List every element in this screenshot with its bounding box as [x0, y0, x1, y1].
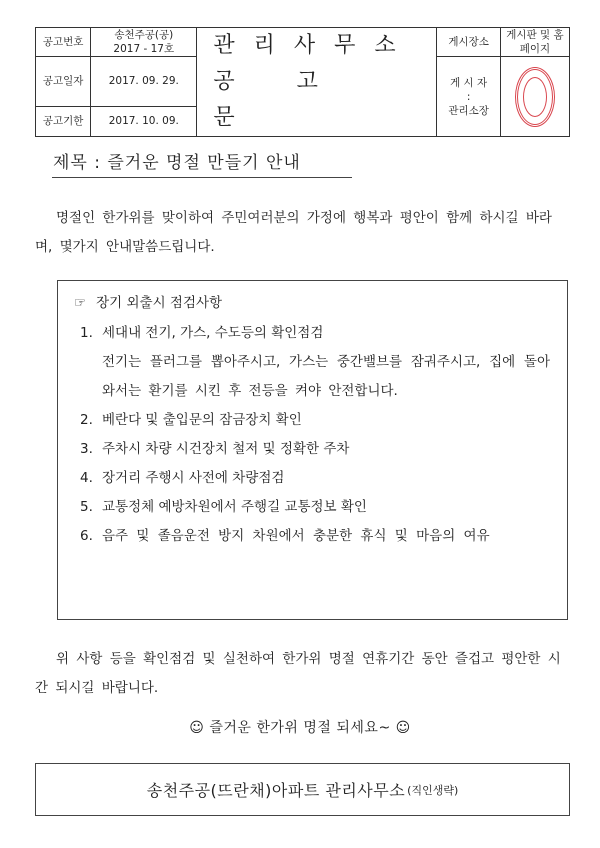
list-item: 2. 베란다 및 출입문의 잠금장치 확인 — [80, 412, 302, 428]
list-item: 5. 교통정체 예방차원에서 주행길 교통정보 확인 — [80, 499, 367, 515]
intro-paragraph: 명절인 한가위를 맞이하여 주민여러분의 가정에 행복과 평안이 함께 하시길 바라며, 몇가지 안내말씀드립니다. — [35, 210, 552, 255]
notice-date-label: 공고일자 — [36, 57, 91, 107]
checklist-heading-text: 장기 외출시 점검사항 — [96, 295, 223, 311]
seal-cell — [500, 57, 569, 137]
cheer-message: ☺ 즐거운 한가위 명절 되세요~ ☺ — [189, 720, 411, 736]
notice-date-value: 2017. 09. 29. — [91, 57, 197, 107]
checklist-items — [80, 319, 550, 551]
post-place-value: 게시판 및 홈페이지 — [500, 28, 569, 57]
issuer-name: 송천주공(뜨란채)아파트 관리사무소 — [146, 781, 406, 800]
notice-title-line2: 공고문 — [213, 69, 380, 130]
footer-box — [35, 763, 570, 816]
notice-no-value: 송천주공(공) 2017 - 17호 — [91, 28, 197, 57]
notice-no-label: 공고번호 — [36, 28, 91, 57]
list-item: 1. 세대내 전기, 가스, 수도등의 확인점검 전기는 플러그를 뽑아주시고, 가스는 중간밸브를 잠궈주시고, 집에 돌아와서는 환기를 시킨 후 전등을 켜야 안전합니다. — [80, 319, 550, 406]
subject-line: 제목 : 즐거운 명절 만들기 안내 — [53, 153, 301, 173]
subject-underline — [52, 177, 352, 178]
list-item: 6. 음주 및 졸음운전 방지 차원에서 충분한 휴식 및 마음의 여유 — [80, 528, 490, 544]
checklist-box — [57, 280, 568, 620]
closing-paragraph: 위 사항 등을 확인점검 및 실천하여 한가위 명절 연휴기간 동안 즐겁고 평안한 시간 되시길 바랍니다. — [35, 651, 561, 696]
notice-title-line1: 관리사무소 — [213, 33, 415, 58]
list-item: 3. 주차시 차량 시건장치 철저 및 정확한 주차 — [80, 441, 350, 457]
poster-label: 게 시 자 : 관리소장 — [437, 57, 501, 137]
notice-header-table — [35, 27, 570, 137]
seal-omitted-note: (직인생략) — [407, 783, 459, 797]
pointing-hand-icon: ☞ — [74, 295, 87, 311]
notice-title — [197, 28, 437, 137]
notice-deadline-value: 2017. 10. 09. — [91, 106, 197, 137]
list-item-detail: 전기는 플러그를 뽑아주시고, 가스는 중간밸브를 잠궈주시고, 집에 돌아와서는 환기를 시킨 후 전등을 켜야 안전합니다. — [102, 354, 550, 399]
checklist-heading — [74, 291, 222, 311]
list-item: 4. 장거리 주행시 사전에 차량점검 — [80, 470, 285, 486]
post-place-label: 게시장소 — [437, 28, 501, 57]
official-seal-icon — [515, 67, 555, 127]
notice-deadline-label: 공고기한 — [36, 106, 91, 137]
